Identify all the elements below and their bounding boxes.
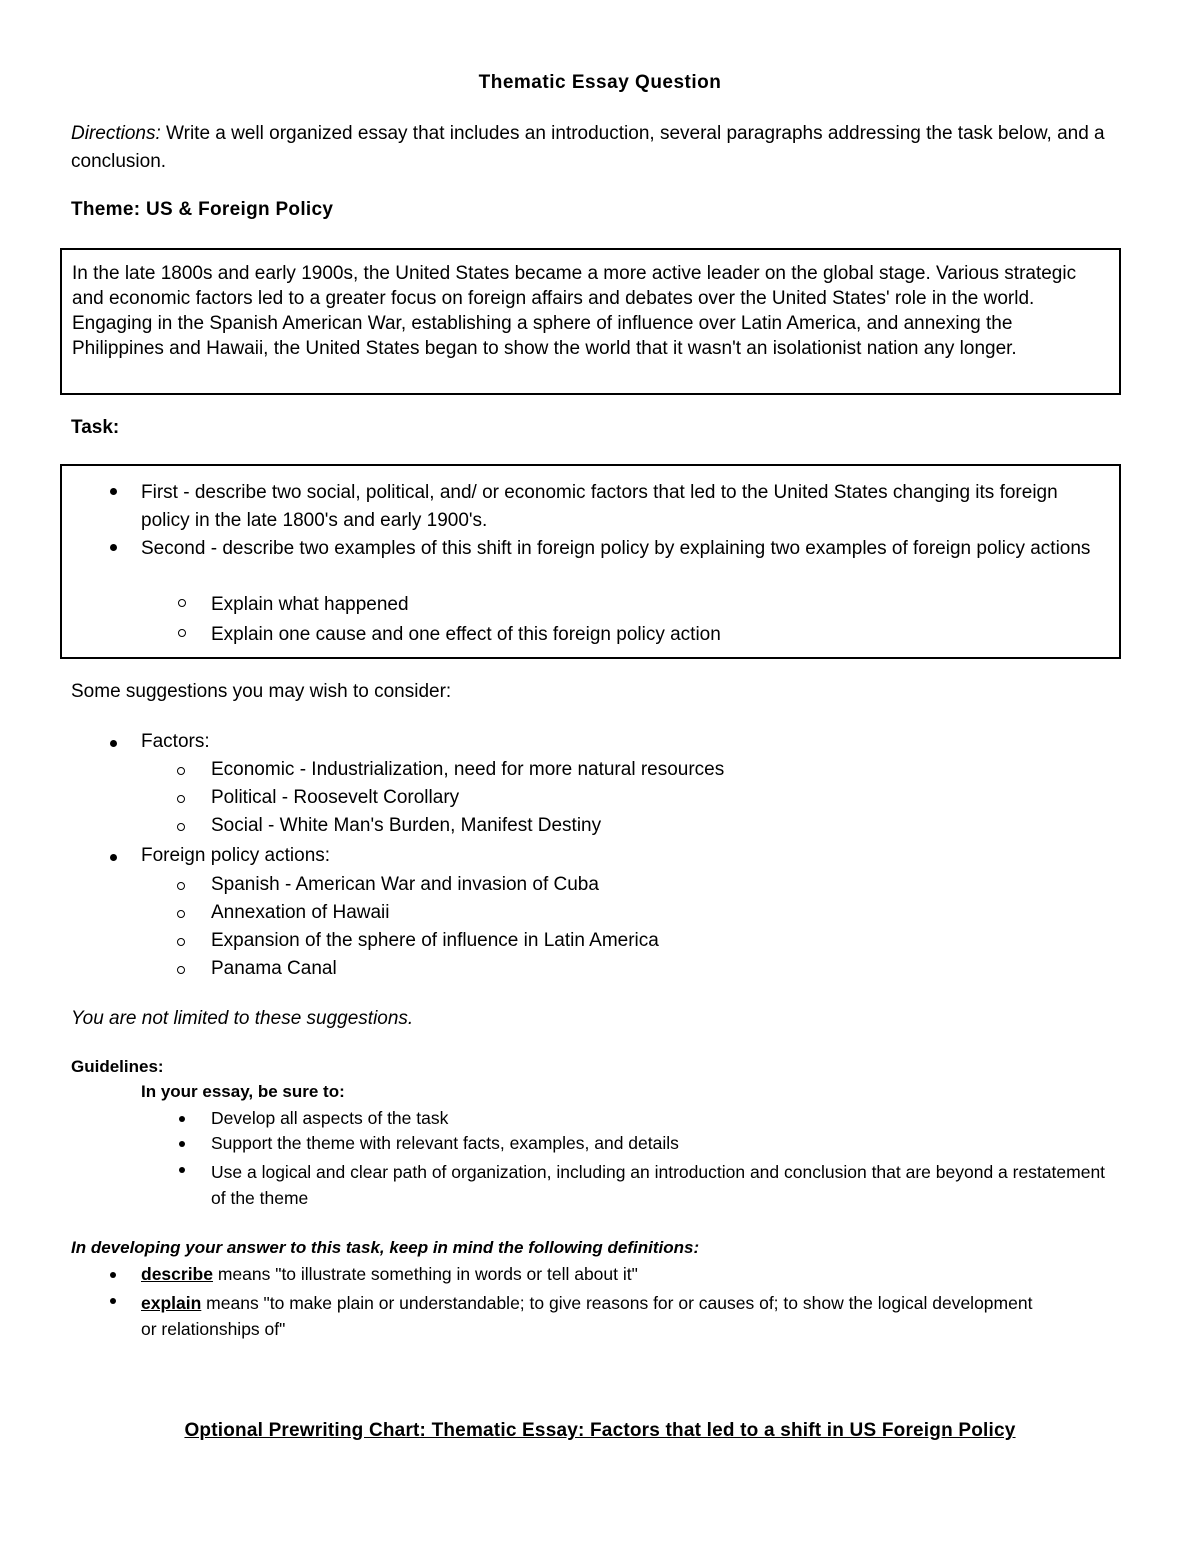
circle-bullet-icon — [177, 795, 185, 803]
task-first: First - describe two social, political, and/ or economic factors that led to the United States changing its foreign policy in the late 1800's and early 1900's. — [141, 482, 1058, 531]
definitions-heading: In developing your answer to this task, keep in mind the following definitions: — [71, 1238, 700, 1257]
directions — [71, 120, 1131, 176]
task-sub-2: Explain one cause and one effect of this foreign policy action — [211, 624, 721, 645]
circle-bullet-icon — [177, 767, 185, 775]
directions-label: Directions: — [71, 123, 161, 144]
bullet-icon — [179, 1116, 185, 1122]
bullet-icon — [179, 1141, 185, 1147]
background-box — [60, 248, 1121, 395]
describe-term: describe — [141, 1264, 213, 1284]
background-text: In the late 1800s and early 1900s, the United States became a more active leader on the global stage. Various strategic and economic factors led to a greater focus on foreign affairs and debates over the United States' role in the world. Engaging in the Spanish American War, establishing a sphere of influence over Latin America, and annexing the Philippines and Hawaii, the United States began to show the world that it wasn't an isolationist nation any longer. — [72, 263, 1077, 359]
circle-bullet-icon — [177, 938, 185, 946]
bullet-icon — [179, 1167, 185, 1173]
suggestions-heading: Some suggestions you may wish to consider: — [71, 681, 452, 702]
be-sure-heading: In your essay, be sure to: — [141, 1082, 345, 1101]
task-sub-1: Explain what happened — [211, 594, 409, 615]
action-item: Expansion of the sphere of influence in Latin America — [211, 930, 659, 951]
bullet-icon — [110, 1298, 116, 1304]
circle-bullet-icon — [177, 910, 185, 918]
factor-item: Economic - Industrialization, need for more natural resources — [211, 759, 725, 780]
circle-bullet-icon — [177, 966, 185, 974]
guideline-item: Use a logical and clear path of organization, including an introduction and conclusion that are beyond a restatement of the theme — [211, 1162, 1106, 1208]
factor-item: Political - Roosevelt Corollary — [211, 787, 460, 808]
directions-text: Write a well organized essay that includes an introduction, several paragraphs addressing the task below, and a conclusion. — [71, 123, 1105, 172]
optional-chart-heading: Optional Prewriting Chart: Thematic Essay: Factors that led to a shift in US Foreign Policy — [184, 1420, 1016, 1441]
task-box — [60, 464, 1121, 659]
guidelines-heading: Guidelines: — [71, 1057, 164, 1076]
action-item: Annexation of Hawaii — [211, 902, 390, 923]
guideline-item: Develop all aspects of the task — [211, 1108, 449, 1128]
bullet-icon — [110, 740, 117, 747]
factors-label: Factors: — [141, 731, 210, 752]
theme-heading: Theme: US & Foreign Policy — [71, 199, 334, 220]
bullet-icon — [110, 854, 117, 861]
action-item: Panama Canal — [211, 958, 337, 979]
bullet-icon — [110, 1272, 116, 1278]
task-second: Second - describe two examples of this shift in foreign policy by explaining two examples of foreign policy actions — [141, 538, 1091, 559]
explain-term: explain — [141, 1293, 202, 1313]
definition-explain — [141, 1290, 1041, 1342]
definition-describe — [141, 1264, 638, 1285]
factor-item: Social - White Man's Burden, Manifest Destiny — [211, 815, 602, 836]
circle-bullet-icon — [178, 599, 186, 607]
bullet-icon — [110, 544, 117, 551]
explain-definition: means "to make plain or understandable; to give reasons for or causes of; to show the logical development or relationships of" — [141, 1293, 1033, 1339]
bullet-icon — [110, 488, 117, 495]
actions-label: Foreign policy actions: — [141, 845, 331, 866]
circle-bullet-icon — [177, 882, 185, 890]
page-title: Thematic Essay Question — [478, 72, 722, 93]
task-heading: Task: — [71, 417, 120, 438]
circle-bullet-icon — [178, 629, 186, 637]
describe-definition: means "to illustrate something in words or tell about it" — [212, 1264, 638, 1284]
circle-bullet-icon — [177, 823, 185, 831]
action-item: Spanish - American War and invasion of Cuba — [211, 874, 599, 895]
guideline-item: Support the theme with relevant facts, examples, and details — [211, 1133, 679, 1153]
not-limited-note: You are not limited to these suggestions. — [71, 1008, 414, 1029]
